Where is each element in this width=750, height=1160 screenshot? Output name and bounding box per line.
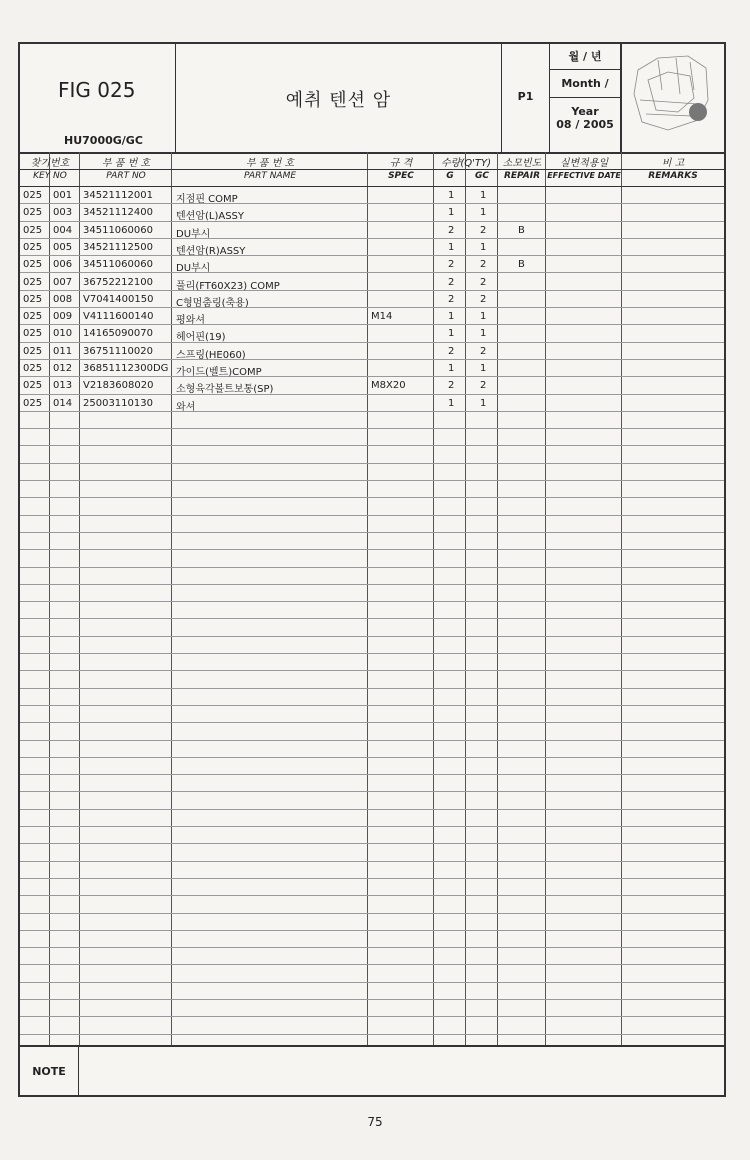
table-row [20, 568, 724, 585]
cell-part-no: 34521112001 [83, 190, 153, 201]
cell-g: 1 [448, 397, 455, 409]
table-row [20, 914, 724, 931]
cell-name: 평와셔 [176, 315, 205, 327]
machine-thumbnail-icon [628, 50, 716, 142]
table-row [20, 741, 724, 758]
table-row [20, 533, 724, 550]
cell-key: 014 [53, 397, 73, 409]
col-qty: 수량(Q'TY) [441, 158, 491, 169]
cell-g: 2 [448, 276, 455, 288]
table-row [20, 395, 724, 412]
cell-fig: 025 [23, 190, 43, 201]
cell-spec: M8X20 [371, 380, 406, 392]
table-row [20, 620, 724, 637]
cell-gc: 1 [480, 190, 487, 201]
cell-name: 텐션암(L)ASSY [176, 211, 244, 223]
cell-gc: 1 [480, 241, 487, 253]
table-row [20, 775, 724, 792]
cell-gc: 1 [480, 397, 487, 409]
date-label-en: Month / Year [550, 70, 620, 98]
table-row [20, 966, 724, 983]
cell-g: 1 [448, 207, 455, 219]
cell-key: 008 [53, 293, 73, 305]
cell-name: 텐션암(R)ASSY [176, 245, 246, 257]
table-row [20, 758, 724, 775]
cell-part-no: 36751110020 [83, 345, 153, 357]
cell-key: 009 [53, 311, 73, 323]
cell-g: 2 [448, 293, 455, 305]
table-row [20, 481, 724, 498]
cell-name: 와셔 [176, 401, 196, 413]
table-row [20, 464, 724, 481]
cell-gc: 2 [480, 293, 487, 305]
table-row [20, 706, 724, 723]
parts-sheet [18, 42, 726, 1097]
table-row [20, 187, 724, 204]
date-cell [550, 44, 622, 152]
cell-repair: B [518, 259, 525, 271]
table-row [20, 222, 724, 239]
cell-fig: 025 [23, 397, 43, 409]
col-spec: 규 격 SPEC [388, 158, 414, 181]
cell-part-no: V7041400150 [83, 293, 154, 305]
table-row [20, 412, 724, 429]
cell-g: 1 [448, 190, 455, 201]
cell-fig: 025 [23, 224, 43, 236]
model-name: HU7000G/GC [64, 134, 143, 147]
cell-name: 소형육각볼트보통(SP) [176, 384, 274, 396]
table-row [20, 637, 724, 654]
fig-cell [20, 44, 176, 152]
table-row [20, 671, 724, 688]
table-row [20, 291, 724, 308]
note-area [20, 1045, 724, 1097]
table-row [20, 654, 724, 671]
cell-key: 013 [53, 380, 73, 392]
cell-spec: M14 [371, 311, 393, 323]
cell-fig: 025 [23, 311, 43, 323]
cell-g: 2 [448, 380, 455, 392]
table-row [20, 447, 724, 464]
cell-name: DU부시 [176, 263, 211, 275]
cell-gc: 1 [480, 328, 487, 340]
table-row [20, 689, 724, 706]
cell-gc: 1 [480, 207, 487, 219]
col-partno: 부 품 번 호 PART NO [101, 158, 151, 181]
table-row [20, 429, 724, 446]
cell-gc: 2 [480, 276, 487, 288]
cell-repair: B [518, 224, 525, 236]
col-key: 찾기번호 KEY NO [30, 158, 70, 181]
table-row [20, 1017, 724, 1034]
cell-g: 1 [448, 311, 455, 323]
cell-name: 풀리(FT60X23) COMP [176, 280, 280, 292]
cell-name: C형멈춤링(축용) [176, 297, 249, 309]
table-row [20, 516, 724, 533]
cell-part-no: 36851112300DG [83, 363, 169, 374]
page-footer-number: 75 [367, 1115, 383, 1129]
cell-gc: 1 [480, 363, 487, 374]
cell-part-no: 34521112400 [83, 207, 153, 219]
cell-key: 010 [53, 328, 73, 340]
cell-g: 1 [448, 363, 455, 374]
table-row [20, 793, 724, 810]
cell-gc: 2 [480, 259, 487, 271]
table-row [20, 274, 724, 291]
cell-fig: 025 [23, 380, 43, 392]
cell-g: 1 [448, 241, 455, 253]
cell-part-no: 34511060060 [83, 224, 153, 236]
table-row [20, 844, 724, 861]
cell-key: 012 [53, 363, 73, 374]
cell-gc: 2 [480, 345, 487, 357]
table-row [20, 1000, 724, 1017]
table-row [20, 827, 724, 844]
note-label: NOTE [20, 1047, 79, 1097]
table-row [20, 585, 724, 602]
cell-name: 지점핀 COMP [176, 194, 238, 205]
page-title: 예취 텐션 암 [285, 90, 392, 111]
cell-part-no: V2183608020 [83, 380, 154, 392]
table-row [20, 983, 724, 1000]
table-row [20, 377, 724, 394]
table-row [20, 325, 724, 342]
table-row [20, 948, 724, 965]
table-row [20, 550, 724, 567]
cell-g: 1 [448, 328, 455, 340]
table-row [20, 862, 724, 879]
table-row [20, 810, 724, 827]
thumbnail-cell [622, 44, 724, 152]
col-effective: 실변적용일 EFFECTIVE DATE [547, 158, 621, 180]
cell-fig: 025 [23, 328, 43, 340]
cell-part-no: V4111600140 [83, 311, 154, 323]
table-row [20, 896, 724, 913]
table-row [20, 239, 724, 256]
column-header [20, 152, 724, 187]
cell-name: DU부시 [176, 228, 211, 240]
table-row [20, 360, 724, 377]
cell-g: 2 [448, 224, 455, 236]
cell-name: 헤어핀(19) [176, 332, 226, 344]
col-qty-g: G [446, 171, 454, 181]
cell-key: 006 [53, 259, 73, 271]
table-row [20, 256, 724, 273]
cell-g: 2 [448, 345, 455, 357]
cell-fig: 025 [23, 345, 43, 357]
table-row [20, 879, 724, 896]
cell-g: 2 [448, 259, 455, 271]
page-number: P1 [517, 90, 534, 103]
cell-part-no: 36752212100 [83, 276, 153, 288]
cell-part-no: 14165090070 [83, 328, 153, 340]
cell-part-no: 34521112500 [83, 241, 153, 253]
col-remarks: 비 고 REMARKS [648, 158, 698, 181]
cell-name: 가이드(벨트)COMP [176, 367, 262, 378]
cell-name: 스프링(HE060) [176, 349, 246, 361]
page-cell [502, 44, 550, 152]
cell-gc: 2 [480, 224, 487, 236]
cell-key: 004 [53, 224, 73, 236]
cell-key: 003 [53, 207, 73, 219]
cell-part-no: 34511060060 [83, 259, 153, 271]
cell-fig: 025 [23, 207, 43, 219]
fig-number: FIG 025 [58, 78, 136, 102]
cell-fig: 025 [23, 293, 43, 305]
cell-key: 005 [53, 241, 73, 253]
cell-key: 007 [53, 276, 73, 288]
title-cell [176, 44, 502, 152]
table-row [20, 498, 724, 515]
table-row [20, 343, 724, 360]
col-repair: 소모빈도 REPAIR [502, 158, 542, 181]
sheet-header [20, 44, 724, 154]
table-row [20, 204, 724, 221]
table-row [20, 931, 724, 948]
table-row [20, 723, 724, 740]
cell-gc: 1 [480, 311, 487, 323]
cell-key: 011 [53, 345, 73, 357]
col-qty-gc: GC [475, 171, 489, 181]
col-name: 부 품 번 호 PART NAME [243, 158, 297, 181]
cell-fig: 025 [23, 363, 43, 374]
cell-fig: 025 [23, 276, 43, 288]
cell-fig: 025 [23, 241, 43, 253]
cell-gc: 2 [480, 380, 487, 392]
date-value: 08 / 2005 [556, 118, 614, 131]
parts-table [20, 152, 724, 1045]
date-label-kr: 월 / 년 [550, 44, 620, 70]
table-row [20, 308, 724, 325]
cell-part-no: 25003110130 [83, 397, 153, 409]
cell-key: 001 [53, 190, 73, 201]
cell-fig: 025 [23, 259, 43, 271]
table-row [20, 602, 724, 619]
